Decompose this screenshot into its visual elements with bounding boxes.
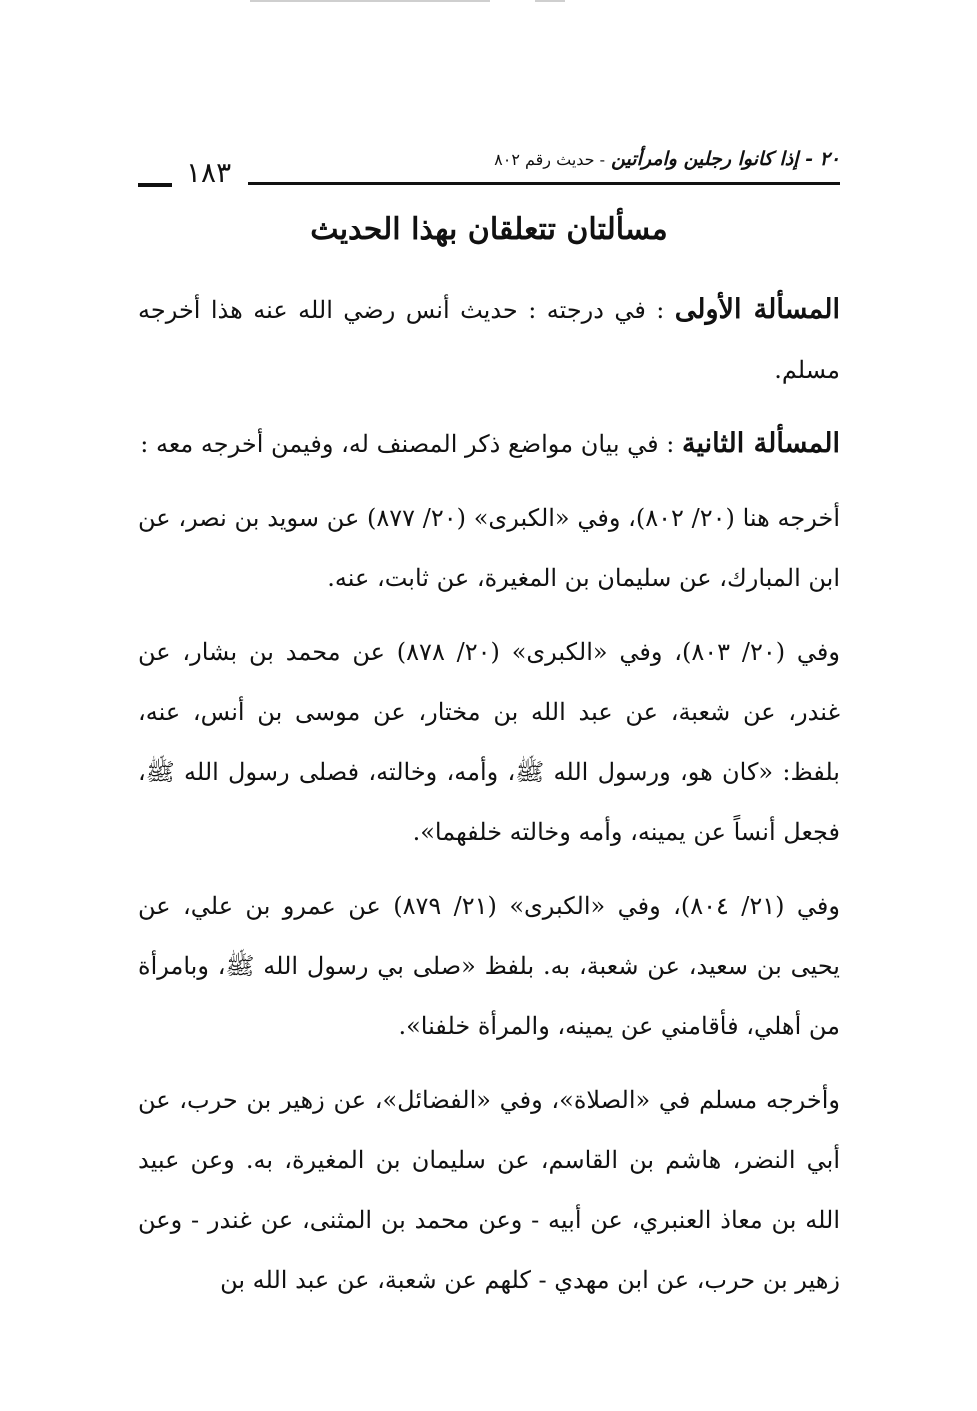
paragraph (138, 488, 840, 608)
paragraph-text: وفي (٢١/ ٨٠٤)، وفي «الكبرى» (٢١/ ٨٧٩) عن عمرو بن علي، عن يحيى بن سعيد، عن شعبة، به. بلفظ «صلى بي رسول الله ﷺ، وبامرأة من أهلي، فأقامني عن يمينه، والمرأة خلفنا». (138, 892, 840, 1040)
paragraph (138, 622, 840, 862)
header-rule (248, 182, 840, 185)
paragraph-text: أخرجه هنا (٢٠/ ٨٠٢)، وفي «الكبرى» (٢٠/ ٨٧٧) عن سويد بن نصر، عن ابن المبارك، عن سليمان بن المغيرة، عن ثابت، عنه. (138, 504, 840, 592)
body-text (138, 280, 840, 1324)
paragraph (138, 1070, 840, 1310)
running-head (494, 148, 840, 170)
page-number: ١٨٣ (186, 156, 232, 189)
paragraph-text: وأخرجه مسلم في «الصلاة»، وفي «الفضائل»، عن زهير بن حرب، عن أبي النضر، هاشم بن القاسم، عن سليمان بن المغيرة، به. وعن عبيد الله بن معاذ العنبري، عن أبيه - وعن محمد بن المثنى، عن غندر - وعن زهير بن حرب، عن ابن مهدي - كلهم عن شعبة، عن عبد الله بن (138, 1086, 840, 1294)
paragraph-text: : في بيان مواضع ذكر المصنف له، وفيمن أخرجه معه : (140, 430, 682, 458)
issue-term: المسألة الثانية (682, 428, 840, 459)
paragraph (138, 414, 840, 474)
page-number-dash (138, 183, 172, 187)
hadith-reference: - حديث رقم ٨٠٢ (494, 150, 606, 169)
page-header (138, 148, 840, 192)
scan-edge-mark (535, 0, 565, 2)
paragraph (138, 876, 840, 1056)
chapter-title: ٢٠ - إذا كانوا رجلين وامرأتين (611, 148, 840, 170)
paragraph-text: : في درجته : حديث أنس رضي الله عنه هذا أخرجه مسلم. (138, 296, 840, 384)
paragraph-text: وفي (٢٠/ ٨٠٣)، وفي «الكبرى» (٢٠/ ٨٧٨) عن محمد بن بشار، عن غندر، عن شعبة، عن عبد الله بن مختار، عن موسى بن أنس، عنه، بلفظ: «كان هو، ورسول الله ﷺ، وأمه، وخالته، فصلى رسول الله ﷺ، فجعل أنساً عن يمينه، وأمه وخالته خلفهما». (138, 638, 840, 846)
paragraph (138, 280, 840, 400)
scan-edge-mark (250, 0, 490, 2)
issue-term: المسألة الأولى (674, 294, 841, 325)
section-title: مسألتان تتعلقان بهذا الحديث (310, 212, 668, 247)
